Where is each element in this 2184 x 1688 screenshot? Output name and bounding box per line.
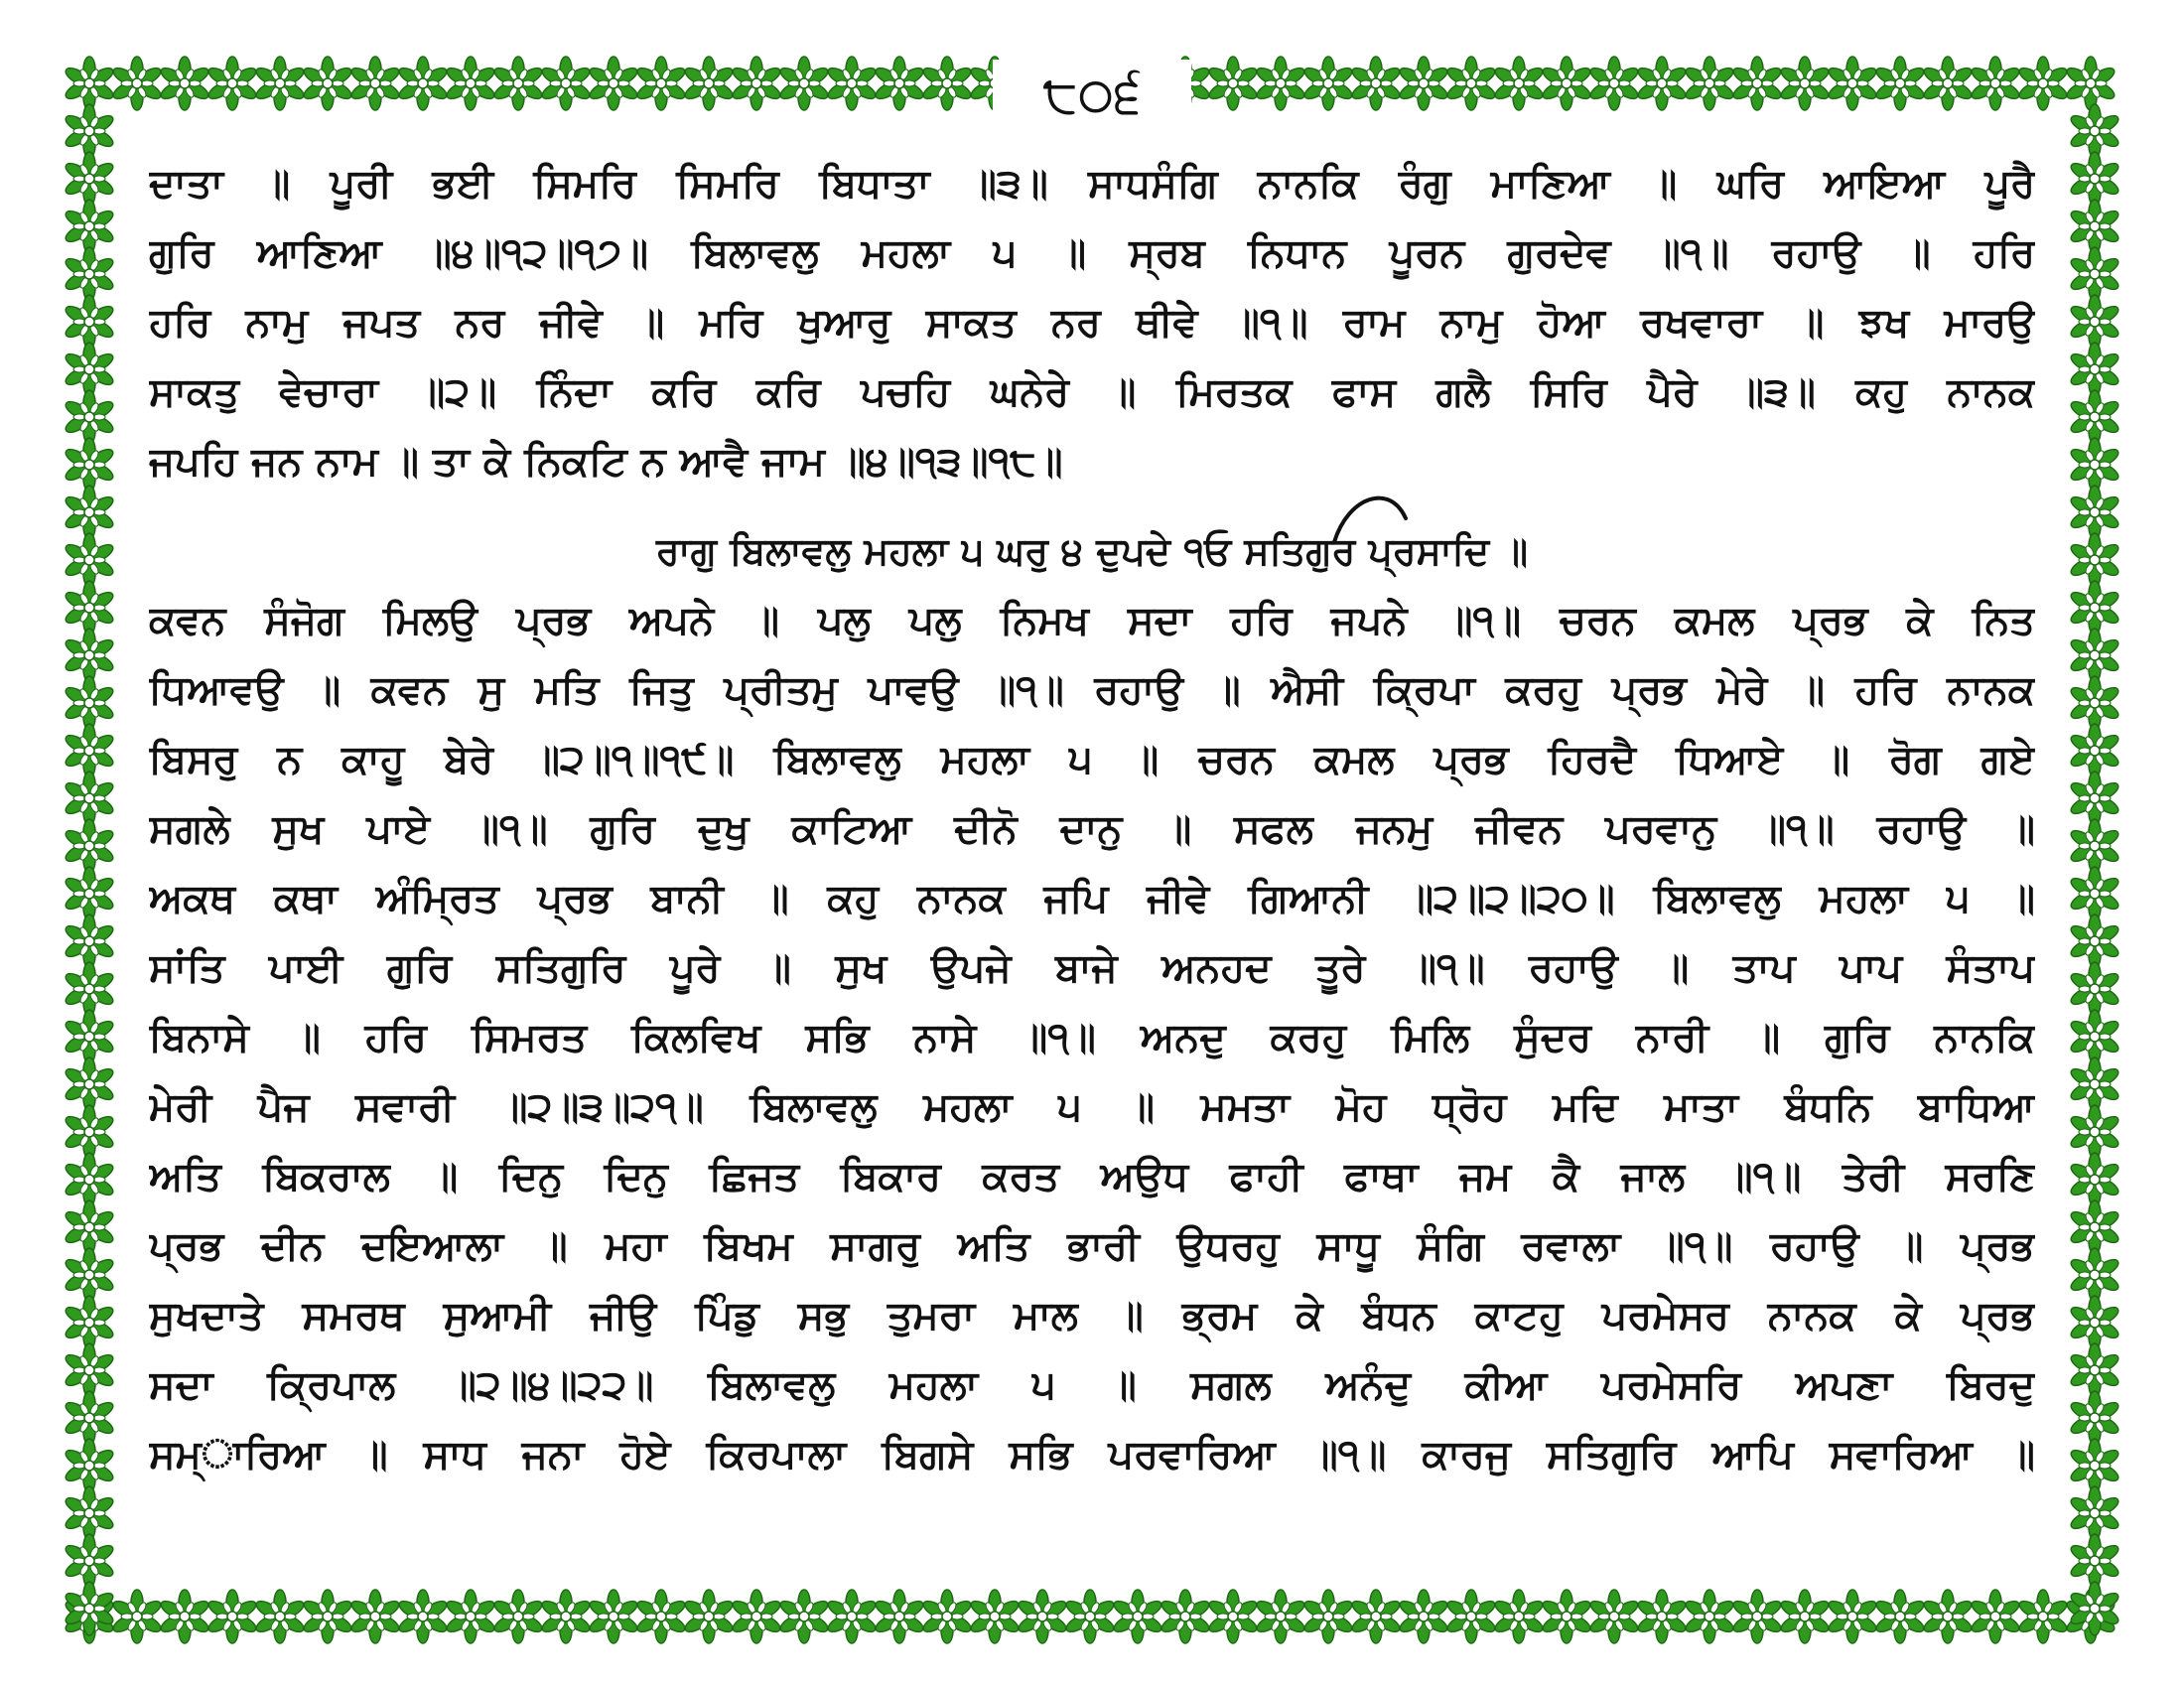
text-line: ਸਾਕਤੁ ਵੇਚਾਰਾ ॥੨॥ ਨਿੰਦਾ ਕਰਿ ਕਰਿ ਪਚਹਿ ਘਨੇਰੇ ॥ ਮਿਰਤਕ ਫਾਸ ਗਲੈ ਸਿਰਿ ਪੈਰੇ ॥੩॥ ਕਹੁ ਨਾਨਕ (149, 369, 2035, 415)
section-heading: ਰਾਗੁ ਬਿਲਾਵਲੁ ਮਹਲਾ ੫ ਘਰੁ ੪ ਦੁਪਦੇ ੧ਓ ਸਤਿਗੁਰ ਪ੍ਰਸਾਦਿ ॥ (656, 529, 1528, 573)
text-line: ਮੇਰੀ ਪੈਜ ਸਵਾਰੀ ॥੨॥੩॥੨੧॥ ਬਿਲਾਵਲੁ ਮਹਲਾ ੫ ॥ ਮਮਤਾ ਮੋਹ ਧ੍ਰੋਹ ਮਦਿ ਮਾਤਾ ਬੰਧਨਿ ਬਾਧਿਆ (149, 1084, 2035, 1130)
flower-icon (1160, 1590, 1212, 1643)
flower-icon (1970, 57, 2022, 110)
flower-icon (64, 1391, 116, 1445)
flower-icon (1874, 1590, 1927, 1643)
flower-icon (635, 1590, 688, 1643)
flower-icon (1017, 1590, 1069, 1643)
flower-icon (1493, 1590, 1546, 1643)
flower-icon (64, 1010, 116, 1063)
text-line: ਸਦਾ ਕ੍ਰਿਪਾਲ ॥੨॥੪॥੨੨॥ ਬਿਲਾਵਲੁ ਮਹਲਾ ੫ ॥ ਸਗਲ ਅਨੰਦੁ ਕੀਆ ਪਰਮੇਸਰਿ ਅਪਣਾ ਬਿਰਦੁ (149, 1362, 2035, 1408)
flower-icon (64, 486, 116, 539)
flower-icon (445, 1590, 497, 1643)
flower-icon (2069, 1105, 2121, 1159)
flower-icon (1827, 57, 1879, 110)
flower-icon (588, 57, 640, 110)
flower-icon (588, 1590, 640, 1643)
flower-icon (64, 1248, 116, 1302)
flower-icon (1731, 57, 1784, 110)
flower-icon (2069, 1153, 2121, 1206)
flower-icon (1255, 1590, 1307, 1643)
flower-icon (111, 1590, 164, 1643)
flower-icon (1970, 1590, 2022, 1643)
flower-icon (64, 295, 116, 349)
flower-icon (2069, 1391, 2121, 1445)
flower-icon (778, 1590, 831, 1643)
flower-icon (2069, 438, 2121, 492)
flower-icon (64, 1057, 116, 1111)
flower-icon (1302, 57, 1355, 110)
flower-icon (2069, 247, 2121, 301)
flower-icon (1445, 1590, 1498, 1643)
flower-icon (64, 724, 116, 777)
flower-icon (1922, 57, 1975, 110)
flower-icon (2069, 676, 2121, 730)
flower-icon (2069, 914, 2121, 968)
flower-icon (921, 1590, 974, 1643)
flower-icon (921, 57, 974, 110)
text-line: ਪ੍ਰਭ ਦੀਨ ਦਇਆਲਾ ॥ ਮਹਾ ਬਿਖਮ ਸਾਗਰੁ ਅਤਿ ਭਾਰੀ ਉਧਰਹੁ ਸਾਧੂ ਸੰਗਿ ਰਵਾਲਾ ॥੧॥ ਰਹਾਉ ॥ ਪ੍ਰਭ (149, 1223, 2035, 1269)
flower-icon (2069, 104, 2121, 158)
flower-icon (397, 1590, 450, 1643)
flower-icon (64, 438, 116, 492)
flower-icon (2069, 724, 2121, 777)
flower-icon (1684, 1590, 1736, 1643)
flower-icon (1064, 1590, 1117, 1643)
flower-icon (64, 1105, 116, 1159)
flower-icon (874, 1590, 926, 1643)
flower-icon (2069, 1248, 2121, 1302)
text-line: ਸਾਂਤਿ ਪਾਈ ਗੁਰਿ ਸਤਿਗੁਰਿ ਪੂਰੇ ॥ ਸੁਖ ਉਪਜੇ ਬਾਜੇ ਅਨਹਦ ਤੂਰੇ ॥੧॥ ਰਹਾਉ ॥ ਤਾਪ ਪਾਪ ਸੰਤਾਪ (149, 945, 2035, 991)
flower-icon (2069, 629, 2121, 682)
flower-icon (64, 1439, 116, 1492)
flower-icon (2069, 1200, 2121, 1254)
flower-icon (874, 57, 926, 110)
flower-icon (1350, 57, 1403, 110)
flower-icon (1779, 57, 1832, 110)
flower-icon (1636, 1590, 1689, 1643)
flower-icon (1398, 57, 1450, 110)
flower-icon (1255, 57, 1307, 110)
flower-icon (2065, 57, 2117, 110)
flower-icon (2017, 1590, 2070, 1643)
flower-icon (2069, 200, 2121, 253)
flower-icon (2017, 57, 2070, 110)
flower-icon (731, 57, 783, 110)
text-line: ਧਿਆਵਉ ॥ ਕਵਨ ਸੁ ਮਤਿ ਜਿਤੁ ਪ੍ਰੀਤਮੁ ਪਾਵਉ ॥੧॥ ਰਹਾਉ ॥ ਐਸੀ ਕ੍ਰਿਪਾ ਕਰਹੁ ਪ੍ਰਭ ਮੇਰੇ ॥ ਹਰਿ ਨਾਨਕ (149, 667, 2035, 713)
flower-icon (2069, 533, 2121, 587)
flower-icon (64, 343, 116, 396)
flower-icon (64, 390, 116, 444)
flower-icon (2069, 867, 2121, 920)
flower-icon (64, 581, 116, 634)
flower-icon (445, 57, 497, 110)
flower-icon (1541, 1590, 1593, 1643)
flower-icon (64, 772, 116, 825)
flower-icon (64, 962, 116, 1016)
flower-icon (1874, 57, 1927, 110)
flower-icon (64, 629, 116, 682)
flower-icon (302, 57, 354, 110)
flower-icon (1779, 1590, 1832, 1643)
flower-icon (254, 1590, 307, 1643)
text-line: ਹਰਿ ਨਾਮੁ ਜਪਤ ਨਰ ਜੀਵੇ ॥ ਮਰਿ ਖੁਆਰੁ ਸਾਕਤ ਨਰ ਥੀਵੇ ॥੧॥ ਰਾਮ ਨਾਮੁ ਹੋਆ ਰਖਵਾਰਾ ॥ ਝਖ ਮਾਰਉ (149, 300, 2035, 346)
flower-icon (731, 1590, 783, 1643)
flower-icon (683, 1590, 736, 1643)
flower-icon (159, 1590, 211, 1643)
flower-icon (2069, 819, 2121, 873)
flower-icon (206, 57, 259, 110)
flower-icon (2069, 1534, 2121, 1588)
flower-icon (635, 57, 688, 110)
flower-icon (1445, 57, 1498, 110)
flower-icon (64, 57, 116, 110)
flower-icon (2069, 1343, 2121, 1397)
flower-icon (2069, 390, 2121, 444)
flower-icon (206, 1590, 259, 1643)
flower-icon (492, 57, 545, 110)
page-number: ੮੦੬ (993, 60, 1191, 129)
flower-icon (1541, 57, 1593, 110)
flower-icon (492, 1590, 545, 1643)
flower-icon (2069, 1010, 2121, 1063)
flower-icon (1922, 1590, 1975, 1643)
flower-icon (64, 1296, 116, 1349)
flower-icon (349, 1590, 402, 1643)
flower-icon (1588, 1590, 1641, 1643)
flower-icon (2069, 152, 2121, 206)
flower-icon (254, 57, 307, 110)
flower-icon (540, 1590, 593, 1643)
flower-icon (64, 200, 116, 253)
flower-icon (111, 57, 164, 110)
flower-icon (64, 533, 116, 587)
text-line: ਕਵਨ ਸੰਜੋਗ ਮਿਲਉ ਪ੍ਰਭ ਅਪਨੇ ॥ ਪਲੁ ਪਲੁ ਨਿਮਖ ਸਦਾ ਹਰਿ ਜਪਨੇ ॥੧॥ ਚਰਨ ਕਮਲ ਪ੍ਰਭ ਕੇ ਨਿਤ (149, 598, 2035, 643)
flower-icon (2069, 962, 2121, 1016)
flower-icon (349, 57, 402, 110)
text-line: ਅਤਿ ਬਿਕਰਾਲ ॥ ਦਿਨੁ ਦਿਨੁ ਛਿਜਤ ਬਿਕਾਰ ਕਰਤ ਅਉਧ ਫਾਹੀ ਫਾਥਾ ਜਮ ਕੈ ਜਾਲ ॥੧॥ ਤੇਰੀ ਸਰਣਿ (149, 1154, 2035, 1199)
flower-icon (64, 867, 116, 920)
flower-icon (2069, 1486, 2121, 1540)
flower-icon (2069, 1296, 2121, 1349)
flower-icon (1636, 57, 1689, 110)
flower-icon (826, 57, 879, 110)
flower-icon (2069, 772, 2121, 825)
flower-icon (826, 1590, 879, 1643)
flower-icon (969, 1590, 1022, 1643)
text-line: ਜਪਹਿ ਜਨ ਨਾਮ ॥ ਤਾ ਕੇ ਨਿਕਟਿ ਨ ਆਵੈ ਜਾਮ ॥੪॥੧੩॥੧੮॥ (149, 439, 1063, 485)
flower-icon (1350, 1590, 1403, 1643)
text-line: ਅਕਥ ਕਥਾ ਅੰਮ੍ਰਿਤ ਪ੍ਰਭ ਬਾਨੀ ॥ ਕਹੁ ਨਾਨਕ ਜਪਿ ਜੀਵੇ ਗਿਆਨੀ ॥੨॥੨॥੨੦॥ ਬਿਲਾਵਲੁ ਮਹਲਾ ੫ ॥ (149, 876, 2035, 921)
flower-icon (64, 1343, 116, 1397)
flower-icon (1588, 57, 1641, 110)
flower-icon (1398, 1590, 1450, 1643)
flower-icon (64, 819, 116, 873)
text-line: ਸਗਲੇ ਸੁਖ ਪਾਏ ॥੧॥ ਗੁਰਿ ਦੁਖੁ ਕਾਟਿਆ ਦੀਨੋ ਦਾਨੁ ॥ ਸਫਲ ਜਨਮੁ ਜੀਵਨ ਪਰਵਾਨੁ ॥੧॥ ਰਹਾਉ ॥ (149, 806, 2035, 852)
flower-icon (64, 676, 116, 730)
flower-icon (1731, 1590, 1784, 1643)
text-line: ਗੁਰਿ ਆਣਿਆ ॥੪॥੧੨॥੧੭॥ ਬਿਲਾਵਲੁ ਮਹਲਾ ੫ ॥ ਸ੍ਰਬ ਨਿਧਾਨ ਪੂਰਨ ਗੁਰਦੇਵ ॥੧॥ ਰਹਾਉ ॥ ਹਰਿ (149, 230, 2035, 276)
flower-icon (64, 1153, 116, 1206)
flower-icon (64, 152, 116, 206)
flower-icon (540, 57, 593, 110)
text-line: ਬਿਸਰੁ ਨ ਕਾਹੂ ਬੇਰੇ ॥੨॥੧॥੧੯॥ ਬਿਲਾਵਲੁ ਮਹਲਾ ੫ ॥ ਚਰਨ ਕਮਲ ਪ੍ਰਭ ਹਿਰਦੈ ਧਿਆਏ ॥ ਰੋਗ ਗਏ (149, 737, 2035, 782)
flower-icon (397, 57, 450, 110)
flower-icon (1207, 1590, 1260, 1643)
flower-icon (2069, 486, 2121, 539)
flower-icon (2069, 1439, 2121, 1492)
flower-icon (64, 1200, 116, 1254)
flower-icon (159, 57, 211, 110)
flower-icon (2069, 343, 2121, 396)
scripture-text (149, 149, 2035, 1579)
flower-icon (302, 1590, 354, 1643)
flower-icon (2069, 1057, 2121, 1111)
flower-icon (64, 914, 116, 968)
flower-icon (2069, 581, 2121, 634)
flower-icon (64, 1486, 116, 1540)
flower-icon (1302, 1590, 1355, 1643)
flower-icon (64, 247, 116, 301)
flower-icon (683, 57, 736, 110)
flower-icon (1207, 57, 1260, 110)
flower-icon (64, 1534, 116, 1588)
flower-icon (1827, 1590, 1879, 1643)
flower-icon (1493, 57, 1546, 110)
flower-icon (64, 104, 116, 158)
text-line: ਸਮ੍ਾਰਿਆ ॥ ਸਾਧ ਜਨਾ ਹੋਏ ਕਿਰਪਾਲਾ ਬਿਗਸੇ ਸਭਿ ਪਰਵਾਰਿਆ ॥੧॥ ਕਾਰਜੁ ਸਤਿਗੁਰਿ ਆਪਿ ਸਵਾਰਿਆ ॥ (149, 1432, 2035, 1477)
flower-icon (1684, 57, 1736, 110)
flower-icon (1112, 1590, 1164, 1643)
flower-icon (2069, 295, 2121, 349)
text-line: ਸੁਖਦਾਤੇ ਸਮਰਥ ਸੁਆਮੀ ਜੀਉ ਪਿੰਡੁ ਸਭੁ ਤੁਮਰਾ ਮਾਲ ॥ ਭ੍ਰਮ ਕੇ ਬੰਧਨ ਕਾਟਹੁ ਪਰਮੇਸਰ ਨਾਨਕ ਕੇ ਪ੍ਰਭ (149, 1293, 2035, 1338)
text-line: ਬਿਨਾਸੇ ॥ ਹਰਿ ਸਿਮਰਤ ਕਿਲਵਿਖ ਸਭਿ ਨਾਸੇ ॥੧॥ ਅਨਦੁ ਕਰਹੁ ਮਿਲਿ ਸੁੰਦਰ ਨਾਰੀ ॥ ਗੁਰਿ ਨਾਨਕਿ (149, 1015, 2035, 1060)
flower-icon (778, 57, 831, 110)
text-line: ਦਾਤਾ ॥ ਪੂਰੀ ਭਈ ਸਿਮਰਿ ਸਿਮਰਿ ਬਿਧਾਤਾ ॥੩॥ ਸਾਧਸੰਗਿ ਨਾਨਕਿ ਰੰਗੁ ਮਾਣਿਆ ॥ ਘਰਿ ਆਇਆ ਪੂਰੈ (149, 161, 2035, 207)
